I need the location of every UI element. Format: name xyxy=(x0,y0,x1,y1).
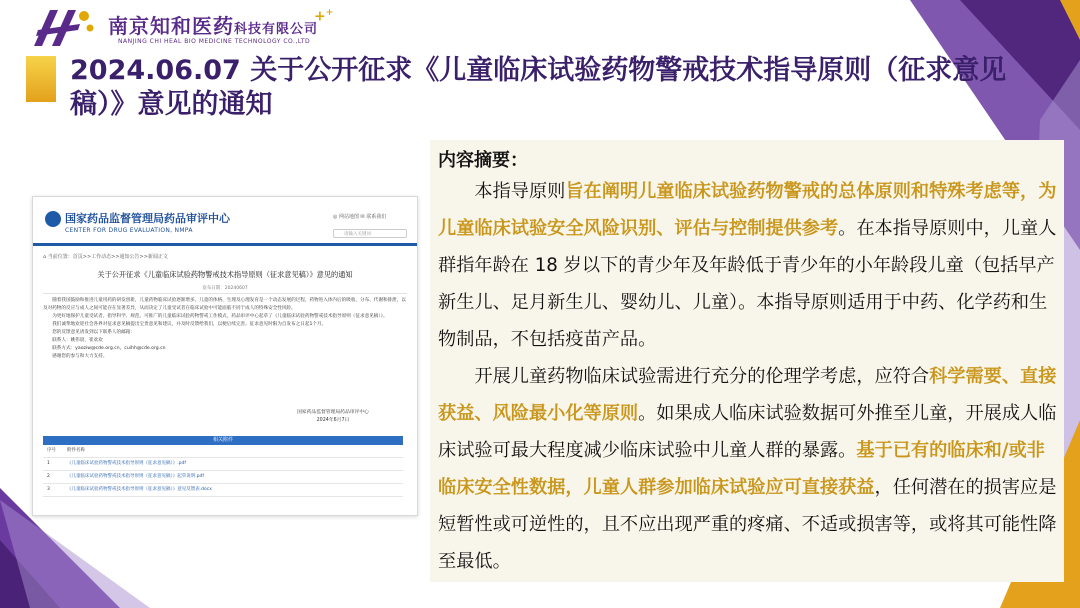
summary-text xyxy=(438,173,1058,580)
article-body xyxy=(43,297,407,361)
article-paragraph: 我们诚挚地欢迎社会各界对征求意见稿提出宝贵意见和建议，并及时反馈给我们，以便后续完善。征求意见时限为自发布之日起1个月。 xyxy=(52,322,327,327)
article-paragraph: 随着我国鼓励和推进儿童用药的研发创新，儿童药物临床试验逐渐增多。儿童的体格、生理及心理发育是一个动态发展的过程，药物进入体内后的吸收、分布、代谢和排泄，以及对药物的反应与成人之间可能存在显著差异，从而决定了儿童受试者在临床试验中可能面临不同于成人的特殊安全性风险。 xyxy=(43,298,406,311)
row-number: 2 xyxy=(47,474,50,479)
page-title: 2024.06.07 关于公开征求《儿童临床试验药物警戒技术指导原则（征求意见稿）》意见的通知 xyxy=(70,55,1007,120)
summary-paragraph-2 xyxy=(438,358,1058,580)
article-title: 关于公开征求《儿童临床试验药物警戒技术指导原则（征求意见稿）》意见的通知 xyxy=(97,270,353,279)
article-paragraph: 为更好地保护儿童受试者，指导科学、规范、可推广的儿童临床试验药物警戒工作模式，药品审评中心起草了《儿童临床试验药物警戒技术指导原则（征求意见稿）》。 xyxy=(52,314,388,319)
cde-webpage-screenshot xyxy=(32,196,418,516)
article-signature xyxy=(297,409,369,425)
breadcrumb[interactable]: ⌂ 当前位置：首页>>工作动态>>通知公告>>新闻正文 xyxy=(43,254,168,260)
text: ，任何潜在的损害应是短暂性或可逆性的，且不应出现严重的疼痛、不适或损害等，或将其可能性降至最低。 xyxy=(438,477,1057,572)
cde-header-links[interactable]: ◎ 网站地图 ✉ 联系我们 xyxy=(333,214,387,220)
cde-header xyxy=(33,197,417,243)
signature-org: 国家药品监督管理局药品审评中心 xyxy=(297,410,369,415)
table-row[interactable] xyxy=(43,484,403,497)
company-name-en: NANJING CHI HEAL BIO MEDICINE TECHNOLOGY CO.,LTD xyxy=(118,38,311,45)
article-date: 发布日期：20240607 xyxy=(202,286,248,291)
highlight-text: 旨在阐明儿童临床试验药物警戒的总体原则和特殊考虑等，为儿童临床试验安全风险识别、评估与控制提供参考 xyxy=(438,181,1057,239)
cde-org-name-en: CENTER FOR DRUG EVALUATION, NMPA xyxy=(65,227,193,234)
cde-emblem-icon xyxy=(45,211,61,227)
attachments-table xyxy=(43,436,403,497)
company-logo-icon xyxy=(28,6,98,50)
summary-heading: 内容摘要： xyxy=(438,150,528,171)
highlight-text: 科学需要、直接获益、风险最小化等原则 xyxy=(438,366,1057,424)
attachment-link[interactable]: 《儿童临床试验药物警戒技术指导原则（征求意见稿）》意见反馈表.docx xyxy=(67,487,212,492)
table-row[interactable] xyxy=(43,471,403,484)
summary-paragraph-1 xyxy=(438,173,1058,358)
signature-date: 2024年6月7日 xyxy=(316,418,350,423)
text: 。在本指导原则中，儿童人群指年龄在 18 岁以下的青少年及年龄低于青少年的小年龄段儿童（包括早产新生儿、足月新生儿、婴幼儿、儿童）。本指导原则适用于中药、化学药和生物制品，不包括疫苗产品。 xyxy=(438,218,1057,350)
attachment-link[interactable]: 《儿童临床试验药物警戒技术指导原则（征求意见稿）》起草说明.pdf xyxy=(67,474,204,479)
row-number: 1 xyxy=(47,461,50,466)
text: 。如果成人临床试验数据可外推至儿童，开展成人临床试验可最大程度减少临床试验中儿童人群的暴露。 xyxy=(438,403,1057,461)
article-paragraph: 感谢您的参与和大力支持。 xyxy=(52,354,108,359)
row-number: 3 xyxy=(47,487,50,492)
company-name-cn: 南京知和医药科技有限公司 xyxy=(108,14,319,38)
logo-plus-mark: ++ xyxy=(314,8,334,25)
col-number: 序号 xyxy=(47,448,56,453)
cde-nav-bar xyxy=(33,243,417,246)
col-name: 附件名称 xyxy=(67,448,85,453)
attachment-link[interactable]: 《儿童临床试验药物警戒技术指导原则（征求意见稿）》.pdf xyxy=(67,461,186,466)
attachments-column-headers xyxy=(43,445,403,458)
article-paragraph: 联系人：姚伟晨，崔欢欢 xyxy=(52,338,103,343)
divider xyxy=(43,293,407,294)
attachments-header: 相关附件 xyxy=(43,436,403,445)
highlight-text: 基于已有的临床和/或非临床安全性数据，儿童人群参加临床试验应可直接获益 xyxy=(438,440,1045,498)
text: 本指导原则 xyxy=(474,181,566,202)
title-accent-bar xyxy=(26,56,56,102)
table-row[interactable] xyxy=(43,458,403,471)
text: 开展儿童药物临床试验需进行充分的伦理学考虑，应符合 xyxy=(474,366,930,387)
article-paragraph: 您的反馈意见请发到以下联系人的邮箱： xyxy=(52,330,135,335)
cde-search-input[interactable]: 请输入关键词 xyxy=(333,229,407,238)
cde-org-name: 国家药品监督管理局药品审评中心 xyxy=(65,212,230,225)
article-paragraph: 联系方式：yaoziw@cde.org.cn，cuihh@cde.org.cn xyxy=(52,346,166,351)
